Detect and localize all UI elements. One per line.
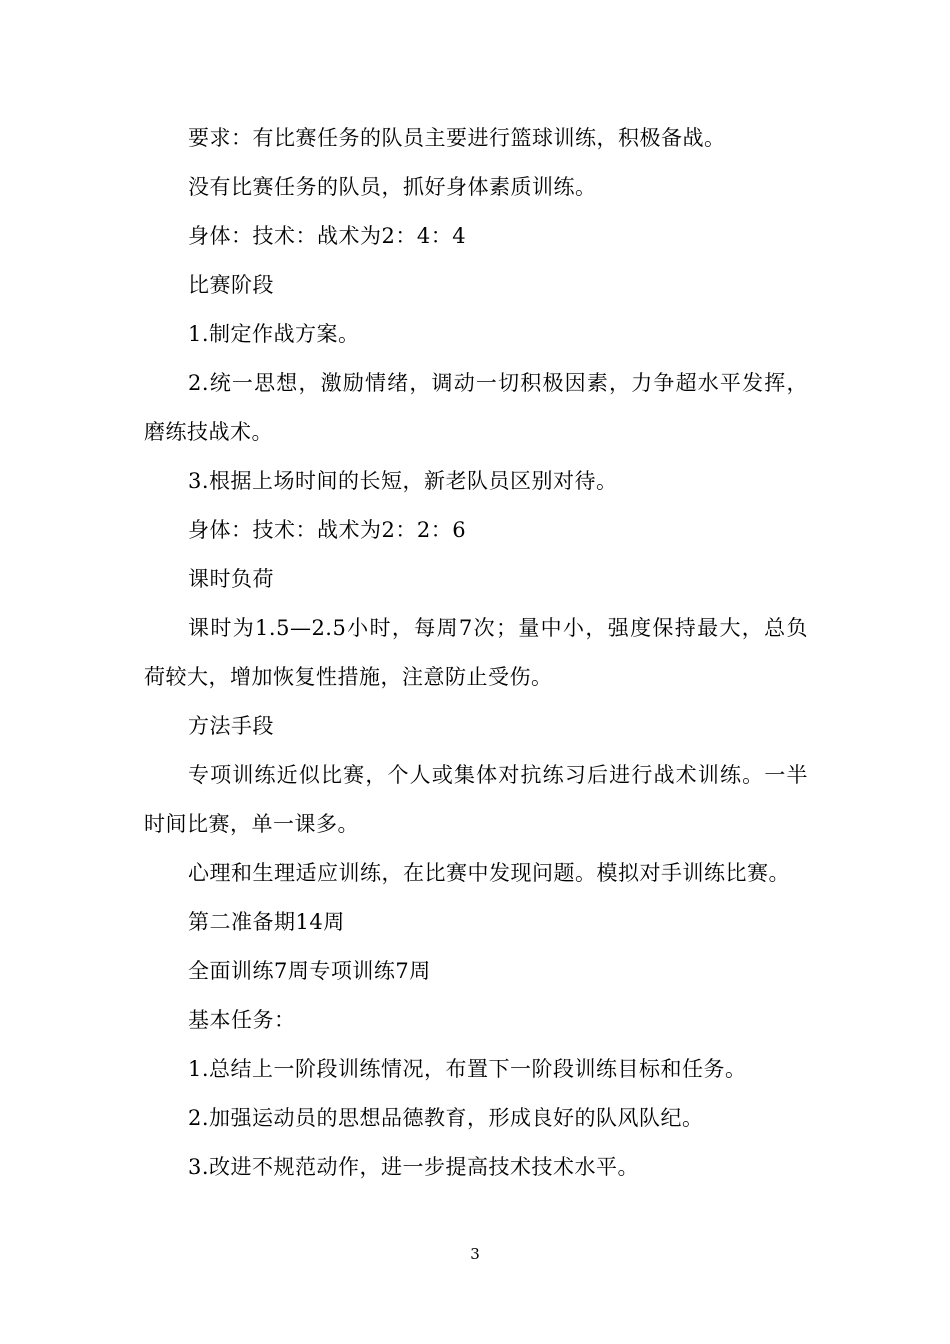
- section-heading: 比赛阶段: [188, 273, 274, 297]
- page-number: 3: [470, 1245, 480, 1263]
- section-heading: 第二准备期14周: [188, 910, 345, 934]
- section-heading: 方法手段: [188, 714, 274, 738]
- paragraph: 没有比赛任务的队员，抓好身体素质训练。: [188, 175, 597, 199]
- section-heading: 课时负荷: [188, 567, 274, 591]
- paragraph: 课时为1.5—2.5小时，每周7次；量中小，强度保持最大，总负荷较大，增加恢复性措施，注意防止受伤。: [144, 616, 808, 689]
- paragraph: 3.根据上场时间的长短，新老队员区别对待。: [188, 469, 618, 493]
- paragraph: 全面训练7周专项训练7周: [188, 959, 431, 983]
- paragraph: 专项训练近似比赛，个人或集体对抗练习后进行战术训练。一半时间比赛，单一课多。: [144, 763, 808, 836]
- paragraph: 1.制定作战方案。: [188, 322, 360, 346]
- document-body: [144, 114, 808, 1192]
- paragraph: 1.总结上一阶段训练情况，布置下一阶段训练目标和任务。: [188, 1057, 747, 1081]
- paragraph: 3.改进不规范动作，进一步提高技术技术水平。: [188, 1155, 640, 1179]
- paragraph: 身体：技术：战术为2：4：4: [188, 224, 467, 248]
- section-heading: 基本任务：: [188, 1008, 296, 1032]
- paragraph: 心理和生理适应训练，在比赛中发现问题。模拟对手训练比赛。: [188, 861, 790, 885]
- paragraph: 要求：有比赛任务的队员主要进行篮球训练，积极备战。: [188, 126, 726, 150]
- paragraph: 2.统一思想，激励情绪，调动一切积极因素，力争超水平发挥，磨练技战术。: [144, 371, 808, 444]
- paragraph: 2.加强运动员的思想品德教育，形成良好的队风队纪。: [188, 1106, 704, 1130]
- paragraph: 身体：技术：战术为2：2：6: [188, 518, 467, 542]
